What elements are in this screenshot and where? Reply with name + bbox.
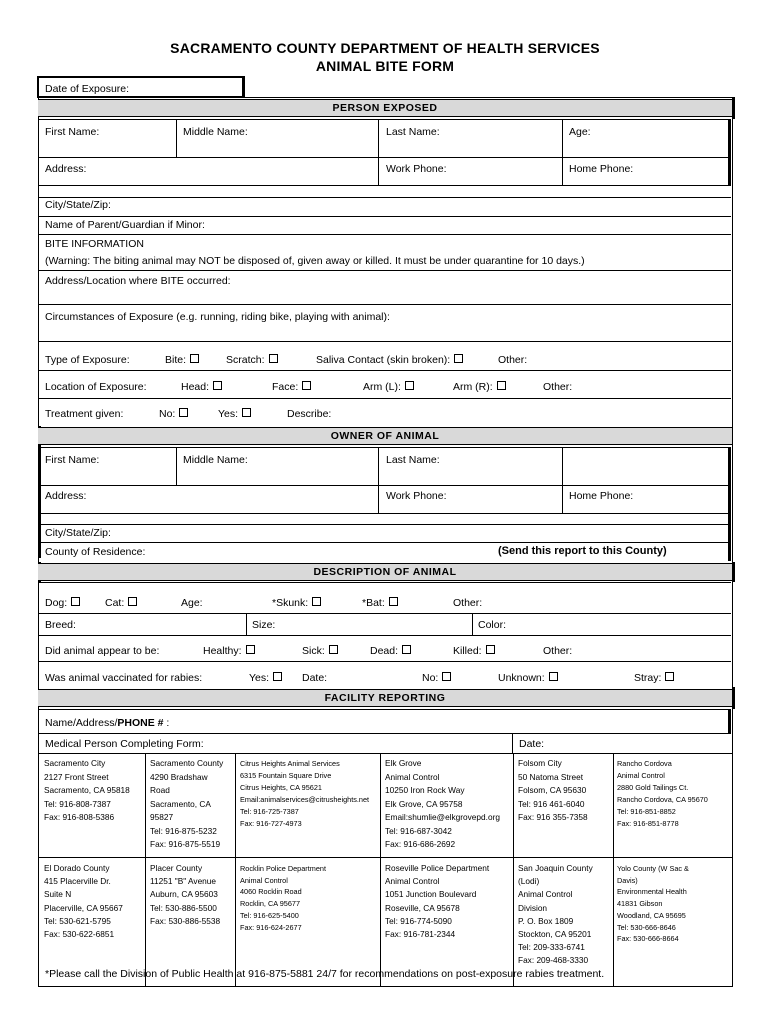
person-age-label: Age: xyxy=(569,126,591,138)
contact-line: Davis) xyxy=(617,875,638,885)
animal-cat-option[interactable]: Cat: xyxy=(105,597,137,609)
vaccinated-label: Was animal vaccinated for rabies: xyxy=(45,672,203,684)
contact-line: Rocklin, CA 95677 xyxy=(240,899,301,909)
person-last-name-label: Last Name: xyxy=(386,126,440,138)
contact-line: Folsom City xyxy=(518,758,562,768)
contact-line: Fax: 530-886-5538 xyxy=(150,915,221,926)
loc-head-option[interactable]: Head: xyxy=(181,381,222,393)
contact-line: Animal Control xyxy=(385,771,440,782)
contact-line: Tel: 916-808-7387 xyxy=(44,798,111,809)
contact-line: Tel: 916-725-7387 xyxy=(240,807,299,816)
owner-middle-name-label: Middle Name: xyxy=(183,454,248,466)
contact-line: 41831 Gibson xyxy=(617,899,663,909)
facility-name-label: Name/Address/PHONE # : xyxy=(45,717,170,729)
contact-line: Sacramento, CA 95818 xyxy=(44,785,130,795)
form-title: SACRAMENTO COUNTY DEPARTMENT OF HEALTH SERVICES xyxy=(170,40,600,56)
contact-line: Elk Grove xyxy=(385,758,422,768)
sick-option[interactable]: Sick: xyxy=(302,645,338,657)
contact-line: Fax: 916-624-2677 xyxy=(240,922,302,932)
loc-face-option[interactable]: Face: xyxy=(272,381,311,393)
form-subtitle: ANIMAL BITE FORM xyxy=(315,58,455,74)
type-saliva-option[interactable]: Saliva Contact (skin broken): xyxy=(316,354,463,366)
facility-date-label: Date: xyxy=(519,738,545,750)
person-work-phone-label: Work Phone: xyxy=(386,163,447,175)
checkbox-icon xyxy=(442,672,451,681)
vacc-date-label: Date: xyxy=(302,672,328,684)
contact-line: Tel: 530-666-8646 xyxy=(617,922,676,932)
checkbox-icon xyxy=(665,672,674,681)
contact-line: (Lodi) xyxy=(518,876,540,887)
contact-line: Animal Control xyxy=(518,889,573,900)
animal-skunk-option[interactable]: *Skunk: xyxy=(272,597,321,609)
contact-line: El Dorado County xyxy=(44,863,110,873)
animal-age-label: Age: xyxy=(181,597,203,609)
checkbox-icon xyxy=(486,645,495,654)
person-middle-name-label: Middle Name: xyxy=(183,126,248,138)
checkbox-icon xyxy=(549,672,558,681)
checkbox-icon xyxy=(405,381,414,390)
contact-line: Tel: 530-886-5500 xyxy=(150,902,217,913)
killed-option[interactable]: Killed: xyxy=(453,645,495,657)
contact-line: Citrus Heights, CA 95621 xyxy=(240,783,322,792)
dead-option[interactable]: Dead: xyxy=(370,645,411,657)
checkbox-icon xyxy=(329,645,338,654)
contact-line: Auburn, CA 95603 xyxy=(150,889,218,900)
contact-line: Woodland, CA 95695 xyxy=(617,910,686,920)
contact-line: Placerville, CA 95667 xyxy=(44,902,123,913)
checkbox-icon xyxy=(269,354,278,363)
type-bite-option[interactable]: Bite: xyxy=(165,354,199,366)
checkbox-icon xyxy=(242,408,251,417)
person-city-label: City/State/Zip: xyxy=(45,199,111,211)
checkbox-icon xyxy=(213,381,222,390)
vacc-unknown-option[interactable]: Unknown: xyxy=(498,672,558,684)
animal-bat-option[interactable]: *Bat: xyxy=(362,597,398,609)
contact-line: 4290 Bradshaw xyxy=(150,771,208,782)
contact-line: Roseville, CA 95678 xyxy=(385,902,460,913)
contact-line: 95827 xyxy=(150,812,174,822)
contact-line: 4060 Rocklin Road xyxy=(240,887,302,897)
treat-describe-label: Describe: xyxy=(287,408,332,420)
county-residence-label: County of Residence: xyxy=(45,546,146,558)
date-of-exposure-label: Date of Exposure: xyxy=(45,83,130,95)
checkbox-icon xyxy=(273,672,282,681)
type-scratch-option[interactable]: Scratch: xyxy=(226,354,278,366)
contact-line: Fax: 530-666-8664 xyxy=(617,934,679,944)
checkbox-icon xyxy=(302,381,311,390)
contact-line: Animal Control xyxy=(617,771,665,780)
person-home-phone-label: Home Phone: xyxy=(569,163,634,175)
contact-line: Tel: 209-333-6741 xyxy=(518,942,585,953)
checkbox-icon xyxy=(179,408,188,417)
contact-line: Fax: 209-468-3330 xyxy=(518,955,589,966)
treat-yes-option[interactable]: Yes: xyxy=(218,408,251,420)
contact-line: Fax: 916-875-5519 xyxy=(150,839,221,849)
type-exposure-label: Type of Exposure: xyxy=(45,354,130,366)
contact-line: Fax: 916-808-5386 xyxy=(44,812,115,822)
healthy-option[interactable]: Healthy: xyxy=(203,645,255,657)
checkbox-icon xyxy=(454,354,463,363)
stray-option[interactable]: Stray: xyxy=(634,672,674,684)
checkbox-icon xyxy=(128,597,137,606)
vacc-no-option[interactable]: No: xyxy=(422,672,451,684)
contact-line: 2127 Front Street xyxy=(44,771,109,782)
contact-line: Placer County xyxy=(150,863,203,873)
owner-home-phone-label: Home Phone: xyxy=(569,490,634,502)
contact-line: Tel: 916-774-5090 xyxy=(385,915,452,926)
contact-line: 10250 Iron Rock Way xyxy=(385,785,465,795)
checkbox-icon xyxy=(71,597,80,606)
bite-warning: (Warning: The biting animal may NOT be disposed of, given away or killed. It must be under quarantine for 10 days.) xyxy=(45,255,585,267)
contact-line: 11251 "B" Avenue xyxy=(150,876,217,887)
vacc-yes-option[interactable]: Yes: xyxy=(249,672,282,684)
loc-other-label: Other: xyxy=(543,381,573,393)
color-label: Color: xyxy=(478,619,507,631)
size-label: Size: xyxy=(252,619,276,631)
contact-line: 50 Natoma Street xyxy=(518,771,584,782)
checkbox-icon xyxy=(389,597,398,606)
breed-label: Breed: xyxy=(45,619,76,631)
contact-line: Fax: 916 355-7358 xyxy=(518,812,588,822)
bite-info-heading: BITE INFORMATION xyxy=(45,238,144,250)
contact-line: 415 Placerville Dr. xyxy=(44,876,111,887)
contact-line: Fax: 916-851-8778 xyxy=(617,819,679,828)
contact-line: Stockton, CA 95201 xyxy=(518,929,592,939)
contact-line: Elk Grove, CA 95758 xyxy=(385,798,463,809)
checkbox-icon xyxy=(190,354,199,363)
location-exposure-label: Location of Exposure: xyxy=(45,381,147,393)
contact-line: Sacramento City xyxy=(44,758,106,768)
contact-line: Rancho Cordova, CA 95670 xyxy=(617,795,708,804)
section-animal: DESCRIPTION OF ANIMAL xyxy=(38,563,732,581)
owner-work-phone-label: Work Phone: xyxy=(386,490,447,502)
contact-line: Sacramento, CA xyxy=(150,798,211,809)
contact-line: Fax: 530-622-6851 xyxy=(44,929,115,939)
circumstances-label: Circumstances of Exposure (e.g. running, riding bike, playing with animal): xyxy=(45,311,390,323)
contact-line: Tel: 916-687-3042 xyxy=(385,825,452,836)
contact-line: Fax: 916-727-4973 xyxy=(240,819,302,828)
treatment-label: Treatment given: xyxy=(45,408,124,420)
contact-line: Rancho Cordova xyxy=(617,759,672,768)
contact-line: 6315 Fountain Square Drive xyxy=(240,771,332,780)
contact-line: Tel: 916-851-8852 xyxy=(617,807,676,816)
contact-line: San Joaquin County xyxy=(518,863,593,873)
guardian-label: Name of Parent/Guardian if Minor: xyxy=(45,219,205,231)
contact-line: Citrus Heights Animal Services xyxy=(240,759,340,768)
appear-label: Did animal appear to be: xyxy=(45,645,160,657)
checkbox-icon xyxy=(402,645,411,654)
contact-line: 2880 Gold Tailings Ct. xyxy=(617,783,689,792)
footer-note: *Please call the Division of Public Health at 916-875-5881 24/7 for recommendations on post-exposure rabies treatment. xyxy=(45,968,605,980)
contact-line: Tel: 530-621-5795 xyxy=(44,915,111,926)
section-owner: OWNER OF ANIMAL xyxy=(38,427,732,445)
type-other-label: Other: xyxy=(498,354,528,366)
contact-line: Road xyxy=(150,785,170,795)
owner-address-label: Address: xyxy=(45,490,87,502)
contact-line: 1051 Junction Boulevard xyxy=(385,889,477,900)
section-facility: FACILITY REPORTING xyxy=(38,689,732,707)
treat-no-option[interactable]: No: xyxy=(159,408,188,420)
contact-line: Sacramento County xyxy=(150,758,224,768)
contact-line: Rocklin Police Department xyxy=(240,864,326,873)
contact-line: Environmental Health xyxy=(617,887,687,897)
contact-line: Fax: 916-686-2692 xyxy=(385,839,456,849)
contact-line: Tel: 916-625-5400 xyxy=(240,910,299,920)
contact-line: Fax: 916-781-2344 xyxy=(385,929,456,939)
section-person-exposed: PERSON EXPOSED xyxy=(38,99,732,117)
contact-line: Animal Control xyxy=(385,876,440,887)
animal-dog-option[interactable]: Dog: xyxy=(45,597,80,609)
county-note: (Send this report to this County) xyxy=(498,545,667,557)
appear-other-label: Other: xyxy=(543,645,573,657)
contact-line: Roseville Police Department xyxy=(385,863,490,873)
checkbox-icon xyxy=(246,645,255,654)
animal-other-label: Other: xyxy=(453,597,483,609)
checkbox-icon xyxy=(497,381,506,390)
bite-location-label: Address/Location where BITE occurred: xyxy=(45,275,231,287)
contact-line: Animal Control xyxy=(240,875,288,885)
medical-person-label: Medical Person Completing Form: xyxy=(45,738,204,750)
contact-line: Yolo County (W Sac & xyxy=(617,864,689,873)
checkbox-icon xyxy=(312,597,321,606)
contact-line: Tel: 916 461-6040 xyxy=(518,798,585,809)
contact-line: Email:shumlie@elkgrovepd.org xyxy=(385,812,500,822)
person-first-name-label: First Name: xyxy=(45,126,100,138)
owner-last-name-label: Last Name: xyxy=(386,454,440,466)
owner-first-name-label: First Name: xyxy=(45,454,100,466)
contact-line: Tel: 916-875-5232 xyxy=(150,825,217,836)
contact-line: Email:animalservices@citrusheights.net xyxy=(240,795,370,804)
loc-arm-l-option[interactable]: Arm (L): xyxy=(363,381,414,393)
loc-arm-r-option[interactable]: Arm (R): xyxy=(453,381,506,393)
owner-city-label: City/State/Zip: xyxy=(45,527,111,539)
contact-line: Division xyxy=(518,902,548,913)
contact-line: Folsom, CA 95630 xyxy=(518,785,587,795)
contact-line: Suite N xyxy=(44,889,72,900)
contact-line: P. O. Box 1809 xyxy=(518,915,574,926)
person-address-label: Address: xyxy=(45,163,87,175)
